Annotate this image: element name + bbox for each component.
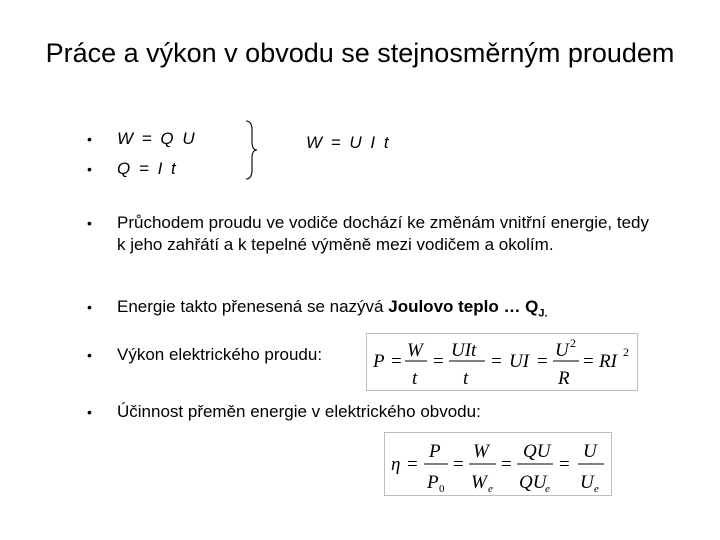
joule-prefix: Energie takto přenesená se nazývá	[117, 297, 389, 316]
equals-sign: =	[407, 454, 418, 475]
e-subscript: e	[488, 483, 493, 495]
uit-numerator: UIt	[451, 340, 477, 361]
slide-title: Práce a výkon v obvodu se stejnosměrným proudem	[45, 38, 675, 68]
voltage-numerator: U	[555, 340, 569, 361]
efficiency-symbol: η	[391, 454, 401, 475]
que-denominator: QU	[519, 472, 547, 493]
input-power-denominator: P	[427, 472, 439, 493]
power-formula-box	[366, 333, 638, 391]
joule-term: Joulovo teplo … Q	[388, 297, 539, 316]
formula-item-work	[87, 128, 197, 150]
bullet-icon: •	[87, 215, 92, 231]
equals-sign: =	[391, 351, 402, 372]
equals-sign: =	[433, 351, 444, 372]
qu-numerator: QU	[523, 441, 551, 462]
bullet-icon: •	[87, 161, 92, 177]
bullet-icon: •	[87, 347, 92, 363]
paragraph-power	[87, 344, 322, 366]
paragraph-text	[117, 296, 548, 324]
formula-item-charge	[87, 158, 178, 180]
ui-product: UI	[509, 351, 530, 372]
equals-sign: =	[537, 351, 548, 372]
e-subscript: e	[545, 483, 550, 495]
power-symbol: P	[373, 351, 385, 372]
paragraph-text: Průchodem proudu ve vodiče dochází ke změnám vnitřní energie, tedy k jeho zahřátí a k tepelné výměně mezi vodičem a okolím.	[117, 213, 650, 254]
voltage-numerator: U	[583, 441, 597, 462]
formula-charge: Q = I t	[117, 159, 178, 178]
paragraph-text: Výkon elektrického proudu:	[117, 345, 323, 364]
exponent-two: 2	[570, 336, 576, 350]
efficiency-formula-box	[384, 432, 612, 496]
equals-sign: =	[491, 351, 502, 372]
resistance-denominator: R	[558, 368, 570, 389]
e-subscript: e	[594, 483, 599, 495]
ri-product: RI	[599, 351, 617, 372]
right-brace-icon	[244, 120, 258, 180]
power-numerator: P	[429, 441, 441, 462]
power-formula	[367, 334, 637, 390]
time-denominator: t	[463, 368, 469, 389]
joule-subscript: J.	[538, 307, 548, 320]
work-numerator: W	[473, 441, 489, 462]
bullet-icon: •	[87, 131, 92, 147]
efficiency-formula	[385, 433, 611, 495]
formula-work: W = Q U	[117, 129, 197, 148]
equals-sign: =	[501, 454, 512, 475]
bullet-icon: •	[87, 404, 92, 420]
total-work-denominator: W	[471, 472, 487, 493]
zero-subscript: 0	[439, 483, 445, 495]
exponent-two: 2	[623, 345, 629, 359]
equals-sign: =	[583, 351, 594, 372]
paragraph-joule-heat	[87, 296, 548, 324]
source-voltage-denominator: U	[580, 472, 594, 493]
time-denominator: t	[412, 368, 418, 389]
paragraph-internal-energy	[87, 212, 657, 256]
work-numerator: W	[407, 340, 423, 361]
equals-sign: =	[453, 454, 464, 475]
combined-formula: W = U I t	[306, 133, 391, 152]
bullet-icon: •	[87, 299, 92, 315]
paragraph-text: Účinnost přeměn energie v elektrického obvodu:	[117, 402, 481, 421]
equals-sign: =	[559, 454, 570, 475]
paragraph-efficiency	[87, 401, 481, 423]
